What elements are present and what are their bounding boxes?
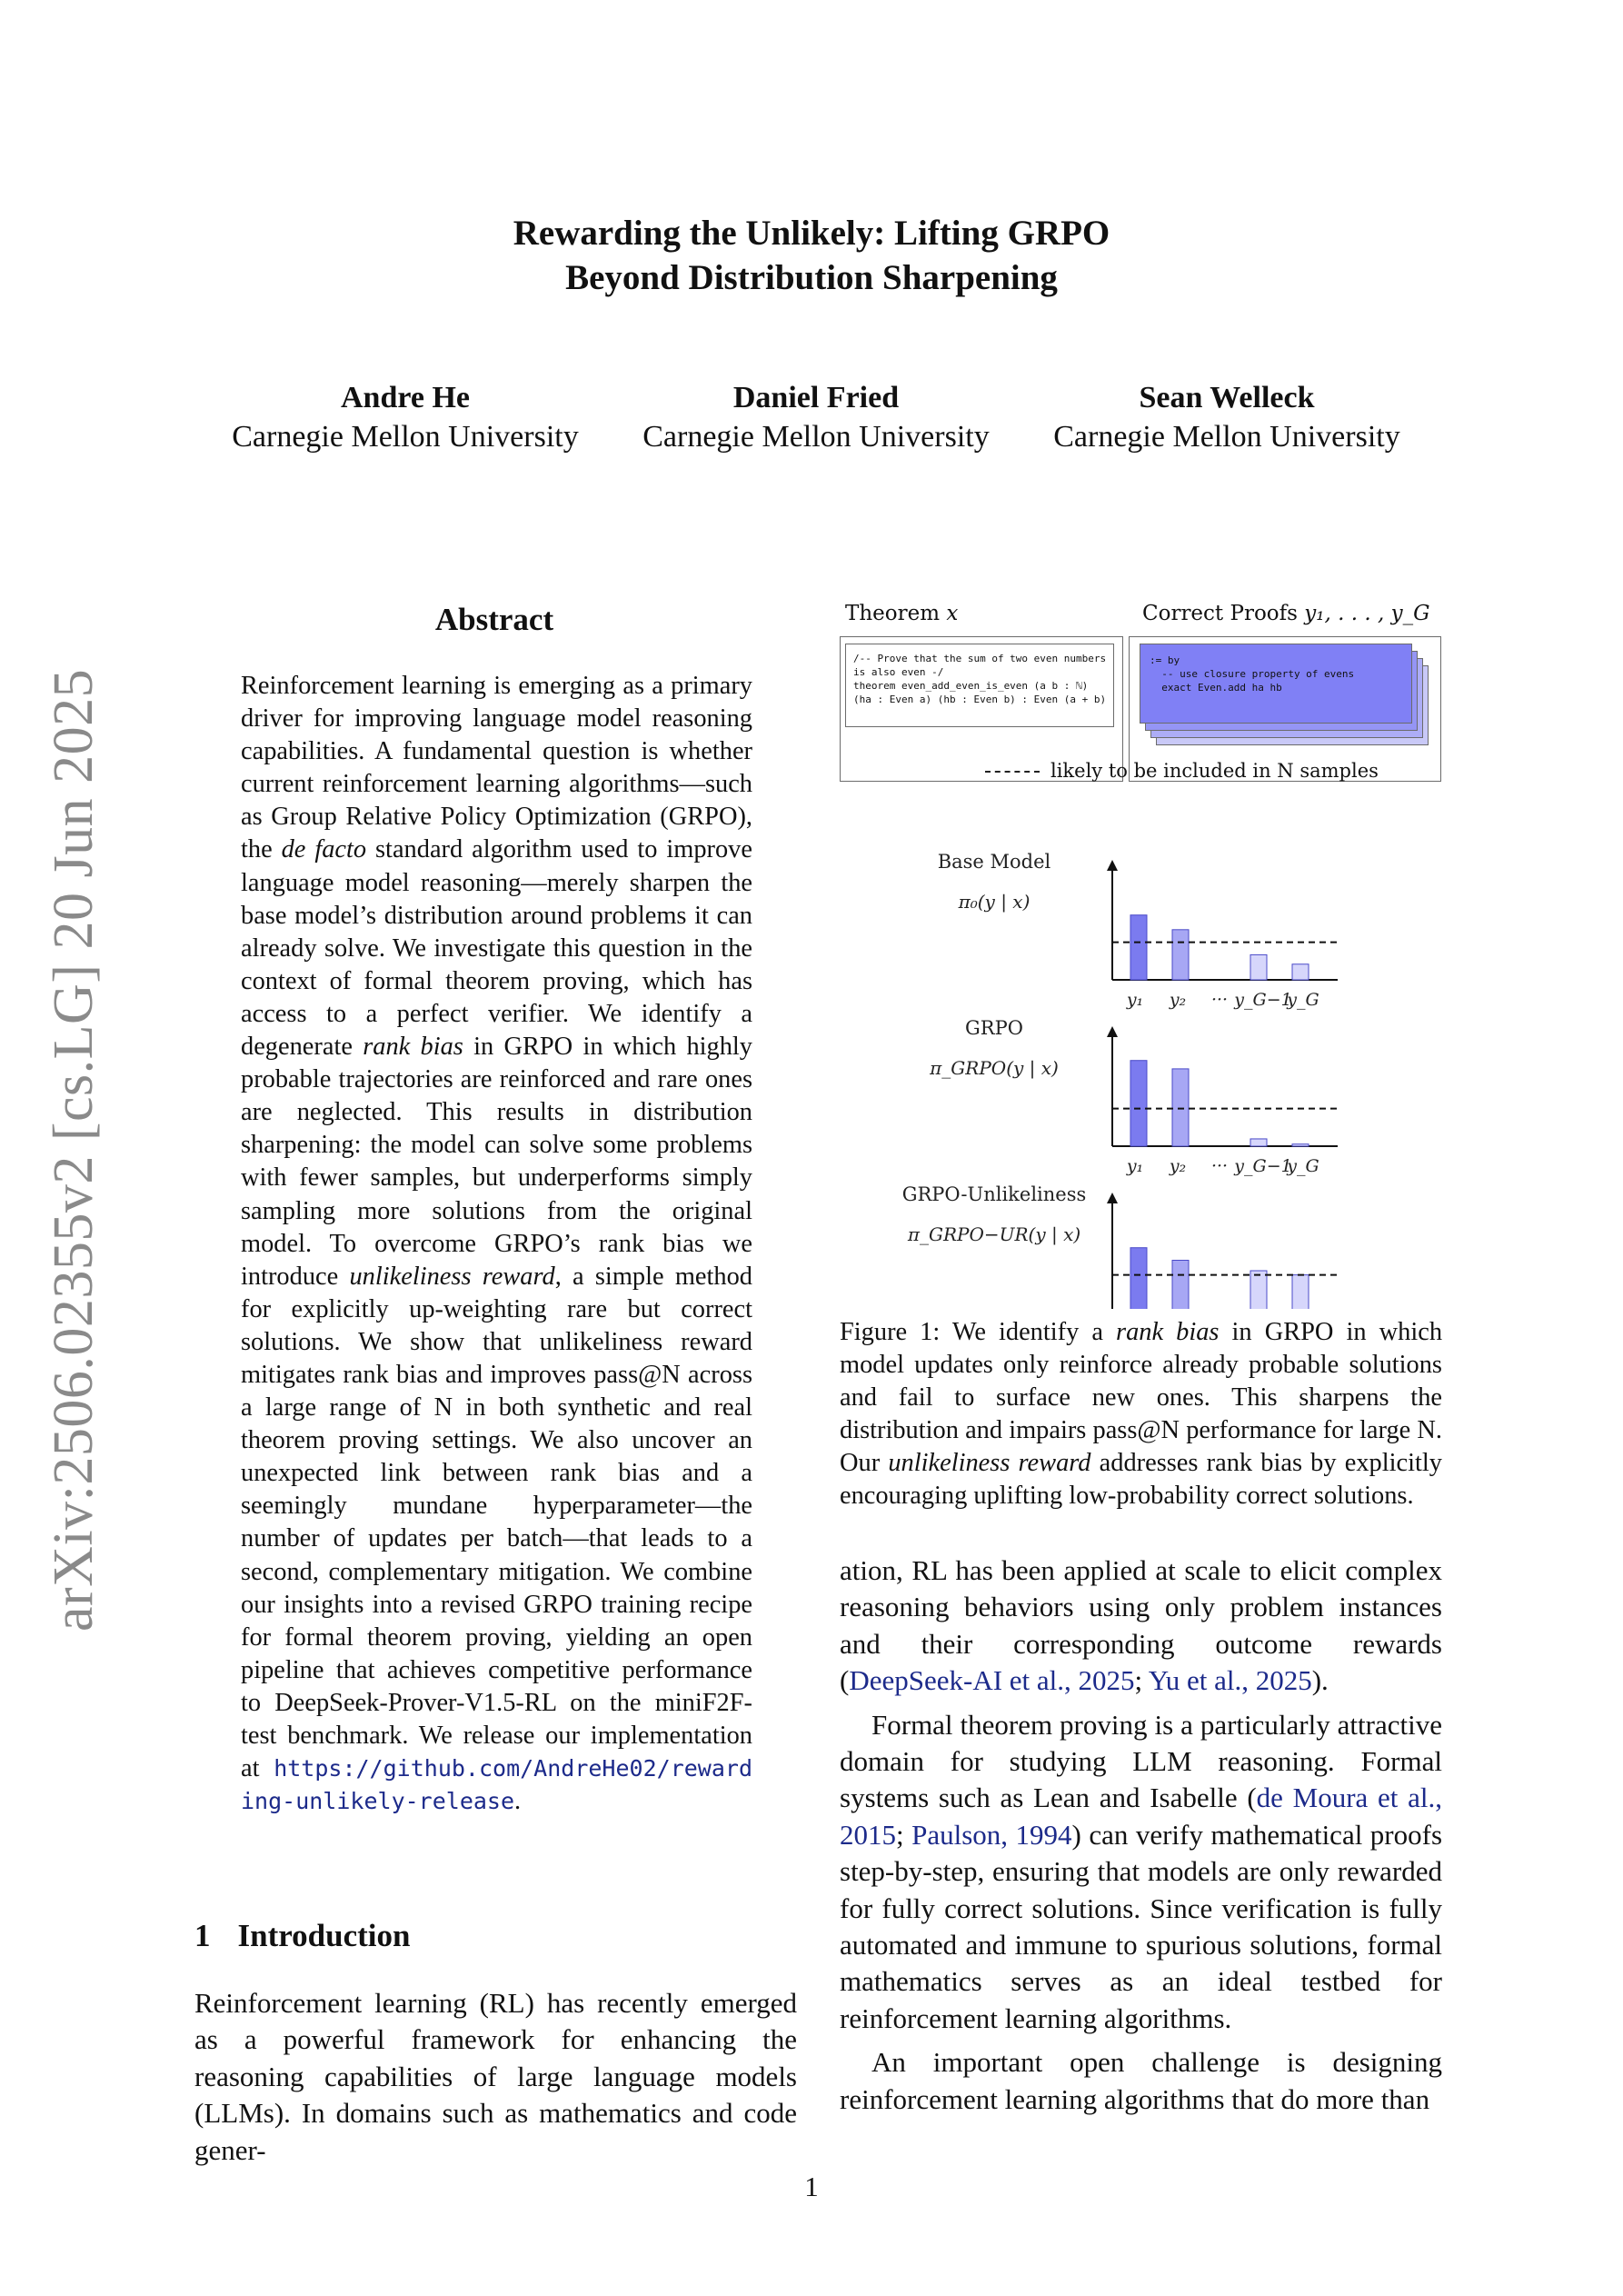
citation-link[interactable]: Yu et al., 2025	[1148, 1664, 1312, 1697]
x-tick-label: y₂	[1169, 990, 1187, 1010]
paragraph-text: Formal theorem proving is a particularly attractive domain for studying LLM reasoning. Formal systems such as Lean and Isabelle (	[840, 1708, 1442, 1814]
paragraph-text: ).	[1311, 1664, 1329, 1697]
policy-label: π_GRPO−UR(y | x)	[907, 1223, 1081, 1245]
probability-bar	[1130, 915, 1147, 980]
abstract-text: standard algorithm used to improve language model reasoning—merely sharpen the base model’s distribution around problems it can already solve. We investigate this question in the context of formal theorem proving, which has access to a perfect verifier. We identify a degenerate	[241, 835, 752, 1062]
rank-distribution-panels	[840, 782, 1442, 1309]
probability-bar	[1292, 1275, 1309, 1309]
paragraph-text: ) can verify mathematical proofs step-by-step, ensuring that models are only rewarded for fully correct solutions. Since verification is fully automated and immune to spurious solutions, formal mathematics serves as an ideal testbed for reinforcement learning algorithms.	[840, 1818, 1443, 2034]
theorem-label	[845, 602, 958, 625]
abstract-text: , a simple method for explicitly up-weighting rare but correct solutions. We show that unlikeliness reward mitigates rank bias and improves pass@N across a large range of N in both synthetic and real theorem proving settings. We also uncover an unexpected link between rank bias and a seemingly mundane hyperparameter—the number of updates per batch—that leads to a second, complementary mitigation. We combine our insights into a revised GRPO training recipe for formal theorem proving, yielding an open pipeline that achieves competitive performance to DeepSeek-Prover-V1.5-RL on the miniF2F-test benchmark. We release our implementation at	[241, 1262, 753, 1783]
intro-paragraph	[840, 1552, 1442, 1700]
probability-bar	[1292, 1144, 1309, 1146]
citation-separator: ;	[896, 1818, 912, 1851]
abstract-heading: Abstract	[434, 602, 554, 637]
caption-text: Figure 1: We identify a	[840, 1318, 1117, 1346]
title-line-1: Rewarding the Unlikely: Lifting GRPO	[513, 214, 1110, 253]
x-tick-label: y₁	[1126, 990, 1144, 1010]
author-name: Sean Welleck	[1139, 381, 1315, 414]
proof-code-line: := by	[1150, 654, 1180, 666]
probability-bar	[1130, 1248, 1147, 1309]
author-3	[1027, 378, 1427, 456]
policy-label: π_GRPO(y | x)	[930, 1057, 1059, 1079]
intro-paragraph-left: Reinforcement learning (RL) has recently emerged as a powerful framework for enhancing the reasoning capabilities of large language models (LLMs). In domains such as mathematics and code gener-	[194, 1987, 797, 2166]
theorem-code-line: (ha : Even a) (hb : Even b) : Even (a + b)	[853, 694, 1107, 705]
citation-link[interactable]: de Moura et al., 2015	[840, 1782, 1442, 1851]
model-name-label: GRPO	[965, 1017, 1023, 1039]
x-tick-label: y_G−1	[1234, 990, 1292, 1010]
abstract-text: in GRPO in which highly probable trajectories are reinforced and rare ones are neglected. This results in distribution sharpening: the model can solve some problems with fewer samples, but underperforms simply sampling more solutions from the original model. To overcome GRPO’s rank bias we introduce	[241, 1033, 752, 1291]
figure-1	[840, 600, 1442, 1309]
abstract-text: Reinforcement learning is emerging as a primary driver for improving language model reasoning capabilities. A fundamental question is whether current reinforcement learning algorithms—such as Group Relative Policy Optimization (GRPO), the	[241, 672, 752, 864]
author-2	[616, 378, 1016, 456]
theorem-code-box	[845, 644, 1114, 727]
proof-code-box	[1140, 644, 1412, 724]
y-axis-arrow	[1107, 1193, 1118, 1203]
legend-label: likely to be included in N samples	[1050, 760, 1379, 782]
section-number: 1	[194, 1918, 211, 1953]
theorem-label-text: Theorem	[845, 602, 941, 625]
section-title: Introduction	[237, 1918, 411, 1953]
theorem-code-line: /-- Prove that the sum of two even numbers	[853, 653, 1107, 664]
intro-paragraph	[840, 1707, 1442, 2038]
y-axis-arrow	[1107, 860, 1118, 871]
x-tick-label: ···	[1210, 1156, 1229, 1176]
y-axis-arrow	[1107, 1026, 1118, 1037]
proofs-variable: y₁, . . . , y_G	[1304, 602, 1430, 625]
x-tick-label: y_G−1	[1234, 1156, 1292, 1176]
author-affiliation: Carnegie Mellon University	[1053, 420, 1400, 454]
probability-bar	[1250, 954, 1267, 980]
page-number: 1	[804, 2171, 819, 2202]
x-tick-label: y₁	[1126, 1156, 1144, 1176]
code-release-link[interactable]: https://github.com/AndreHe02/rewarding-unlikely-release	[241, 1755, 752, 1815]
author-affiliation: Carnegie Mellon University	[232, 420, 579, 454]
probability-bar	[1292, 964, 1309, 980]
probability-bar	[1172, 930, 1189, 980]
author-name: Andre He	[341, 381, 470, 414]
paragraph-text: ation, RL has been applied at scale to elicit complex reasoning behaviors using only problem instances and their corresponding outcome rewards (	[840, 1554, 1442, 1697]
probability-bar	[1172, 1261, 1189, 1310]
theorem-variable: x	[946, 602, 959, 625]
right-column-text	[840, 1552, 1442, 2118]
arxiv-identifier-stamp: arXiv:2506.02355v2 [cs.LG] 20 Jun 2025	[43, 668, 105, 1632]
probability-bar	[1172, 1069, 1189, 1146]
citation-separator: ;	[1134, 1664, 1149, 1697]
probability-bar	[1250, 1139, 1267, 1146]
author-name: Daniel Fried	[732, 381, 900, 414]
theorem-code-line: theorem even_add_even_is_even (a b : ℕ)	[853, 680, 1089, 692]
abstract-body	[241, 670, 752, 1818]
probability-bar	[1130, 1061, 1147, 1146]
caption-text: addresses rank bias by explicitly encouraging uplifting low-probability correct solutions.	[840, 1449, 1442, 1511]
abstract-text: .	[514, 1787, 522, 1816]
correct-proofs-label	[1142, 602, 1429, 625]
x-tick-label: y_G	[1287, 990, 1319, 1010]
model-name-label: GRPO-Unlikeliness	[901, 1183, 1087, 1205]
x-tick-label: y₂	[1169, 1156, 1187, 1176]
theorem-code-line: is also even -/	[853, 666, 944, 678]
paper-title	[0, 211, 1623, 300]
abstract-emphasis: unlikeliness reward	[349, 1262, 555, 1291]
policy-label: π₀(y | x)	[958, 891, 1031, 913]
proof-code-line: -- use closure property of evens	[1150, 668, 1355, 680]
title-line-2: Beyond Distribution Sharpening	[565, 258, 1058, 297]
x-tick-label: ···	[1210, 990, 1229, 1010]
x-tick-label: y_G	[1287, 1156, 1319, 1176]
caption-text: in GRPO in which model updates only reinforce already probable solutions and fail to surface new ones. This sharpens the distribution and impairs pass@N performance for large N. Our	[840, 1318, 1443, 1478]
abstract-emphasis: rank bias	[363, 1033, 463, 1062]
author-1	[205, 378, 605, 456]
probability-bar	[1250, 1271, 1267, 1309]
caption-emphasis: unlikeliness reward	[888, 1449, 1091, 1478]
author-affiliation: Carnegie Mellon University	[642, 420, 990, 454]
figure-1-caption	[840, 1316, 1442, 1513]
citation-link[interactable]: DeepSeek-AI et al., 2025	[849, 1664, 1135, 1697]
section-heading-introduction	[194, 1918, 410, 1954]
intro-paragraph: An important open challenge is designing reinforcement learning algorithms that do more than	[840, 2046, 1442, 2115]
legend-dashed-line	[985, 771, 1040, 773]
proofs-label-text: Correct Proofs	[1142, 602, 1298, 625]
model-name-label: Base Model	[937, 851, 1051, 873]
citation-link[interactable]: Paulson, 1994	[911, 1818, 1072, 1851]
abstract-emphasis: de facto	[281, 835, 367, 864]
caption-emphasis: rank bias	[1116, 1318, 1220, 1346]
proof-code-line: exact Even.add ha hb	[1150, 682, 1282, 694]
